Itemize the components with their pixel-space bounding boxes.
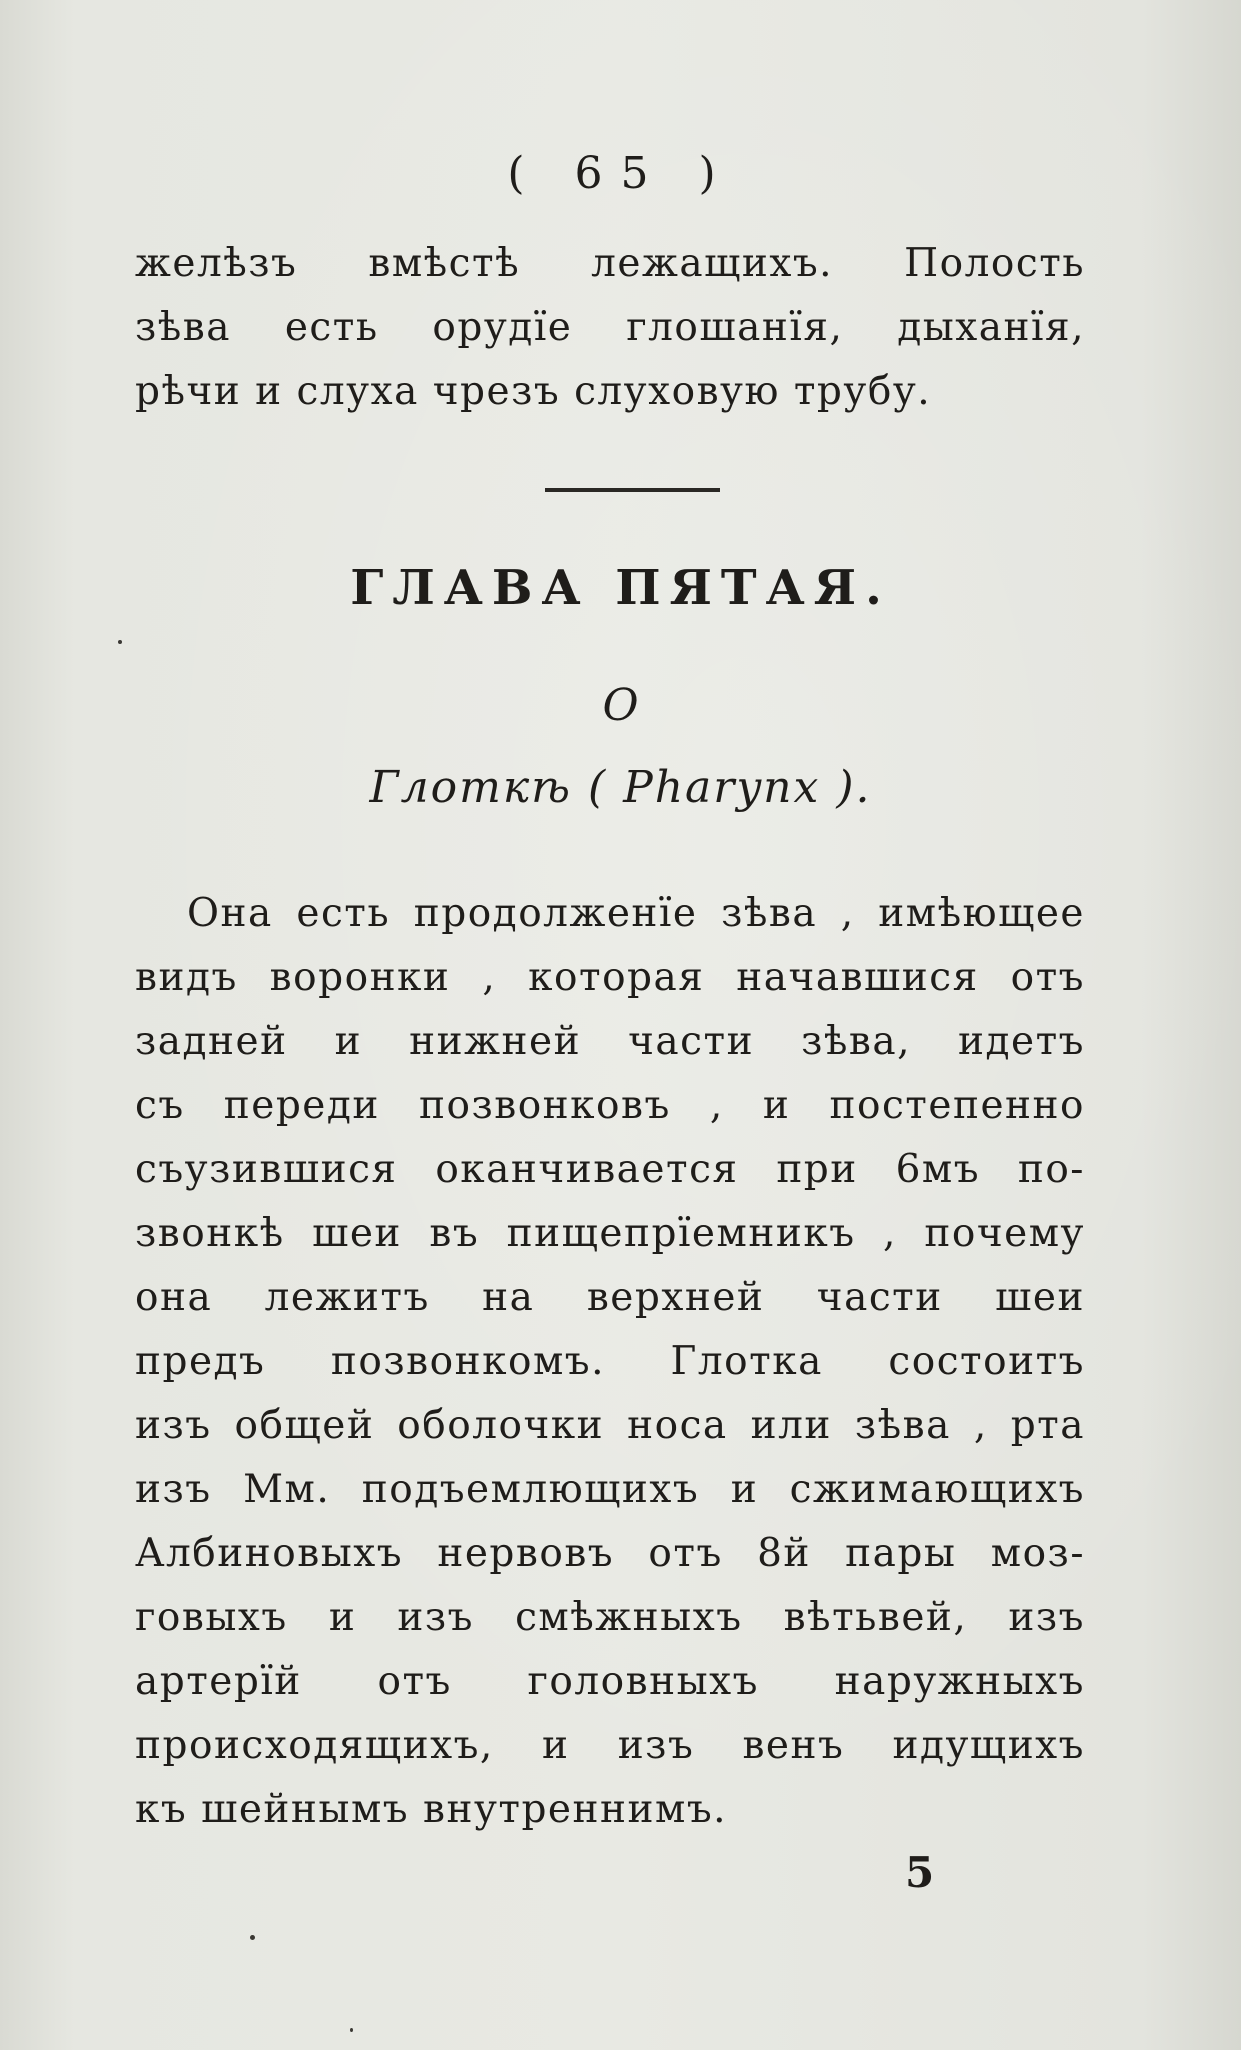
paper-speck [350,2028,353,2032]
text-line: Она есть продолженїе зѣва , имѣющее [187,891,1085,936]
text-line: съ переди позвонковъ , и постепенно [135,1083,1085,1128]
text-line: изъ Мм. подъемлющихъ и сжимающихъ [135,1467,1085,1512]
text-line: она лежитъ на верхней части шеи [135,1275,1085,1320]
text-line: задней и нижней части зѣва, идетъ [135,1019,1085,1064]
signature-mark: 5 [905,1848,935,1897]
text-line: артерїй отъ головныхъ наружныхъ [135,1659,1085,1704]
text-line: предъ позвонкомъ. Глотка состоитъ [135,1339,1085,1384]
text-line: Албиновыхъ нервовъ отъ 8й пары моз- [135,1531,1085,1576]
text-line: съузившися оканчивается при 6мъ по- [135,1147,1085,1192]
page-number: ( 65 ) [507,148,734,199]
text-line: желѣзъ вмѣстѣ лежащихъ. Полость [135,241,1085,286]
text-line: говыхъ и изъ смѣжныхъ вѣтьвей, изъ [135,1595,1085,1640]
continued-paragraph [135,232,1085,424]
text-line: видъ воронки , которая начавшися отъ [135,955,1085,1000]
text-line: къ шейнымъ внутреннимъ. [135,1787,728,1832]
text-line: рѣчи и слуха чрезъ слуховую трубу. [135,369,932,414]
text-line: звонкѣ шеи въ пищепрїемникъ , почему [135,1211,1085,1256]
paper-speck [250,1935,255,1940]
chapter-title: ГЛАВА ПЯТАЯ. [350,560,891,616]
chapter-subtitle-preposition: О [602,680,639,731]
chapter-subtitle: Глоткѣ ( Pharynx ). [369,762,872,813]
body-paragraph [135,882,1085,1842]
paper-speck [118,640,122,644]
text-line: зѣва есть орудїе глошанїя, дыханїя, [135,305,1085,350]
text-line: изъ общей оболочки носа или зѣва , рта [135,1403,1085,1448]
section-divider [545,488,720,492]
text-line: происходящихъ, и изъ венъ идущихъ [135,1723,1085,1768]
